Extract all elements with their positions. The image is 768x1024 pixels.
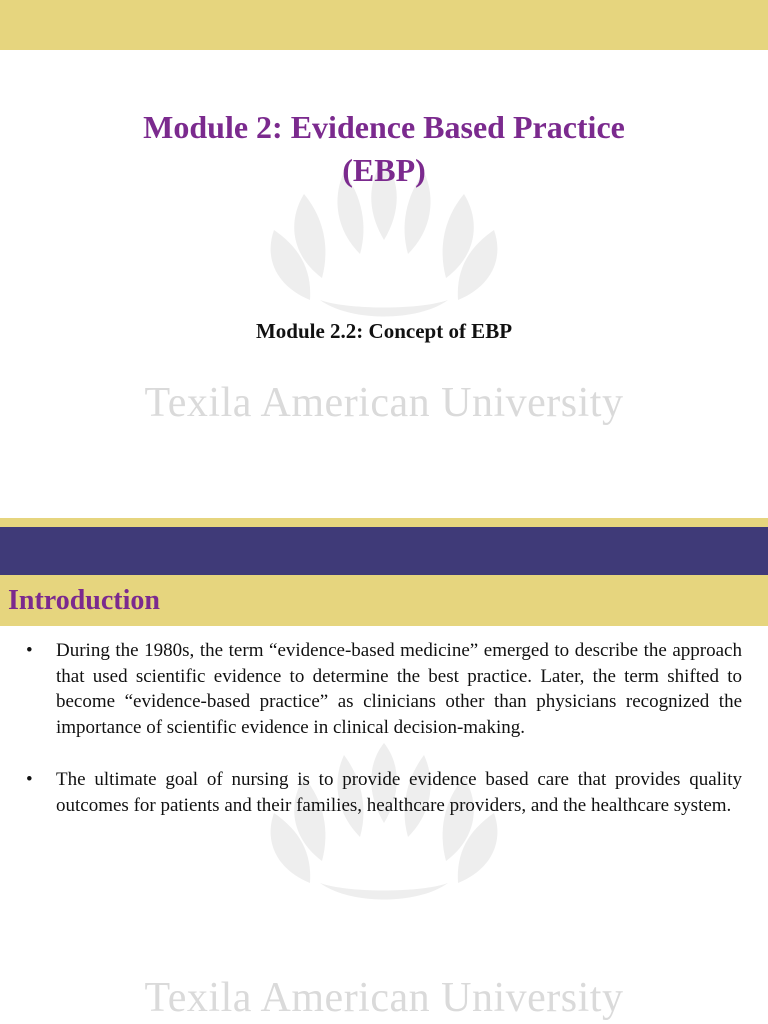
bullet-text: The ultimate goal of nursing is to provide evidence based care that provides quality outcomes for patients and their families, healthcare providers, and the healthcare system. bbox=[56, 769, 742, 816]
slide-divider bbox=[0, 518, 768, 527]
slide-title-line-2: (EBP) bbox=[342, 152, 426, 188]
bullet-list bbox=[26, 638, 742, 845]
bullet-item bbox=[26, 638, 742, 740]
bullet-marker: • bbox=[26, 640, 33, 661]
bullet-text: During the 1980s, the term “evidence-based medicine” emerged to describe the approach that used scientific evidence to determine the best practice. Later, the term shifted to become “evidence-based practice” as clinicians other than physicians recognized the importance of scientific evidence in clinical decision-making. bbox=[56, 640, 742, 738]
university-watermark: Texila American University bbox=[144, 975, 624, 1021]
section-heading-bar bbox=[0, 575, 768, 626]
bullet-item bbox=[26, 767, 742, 818]
section-heading: Introduction bbox=[8, 585, 160, 616]
slide-title-line-1: Module 2: Evidence Based Practice bbox=[143, 109, 625, 145]
header-band bbox=[0, 527, 768, 575]
university-watermark: Texila American University bbox=[144, 380, 624, 426]
slide-subtitle: Module 2.2: Concept of EBP bbox=[255, 319, 513, 343]
bullet-marker: • bbox=[26, 769, 33, 790]
introduction-slide bbox=[0, 518, 768, 1024]
top-accent-bar bbox=[0, 0, 768, 50]
slide-title bbox=[40, 106, 728, 192]
